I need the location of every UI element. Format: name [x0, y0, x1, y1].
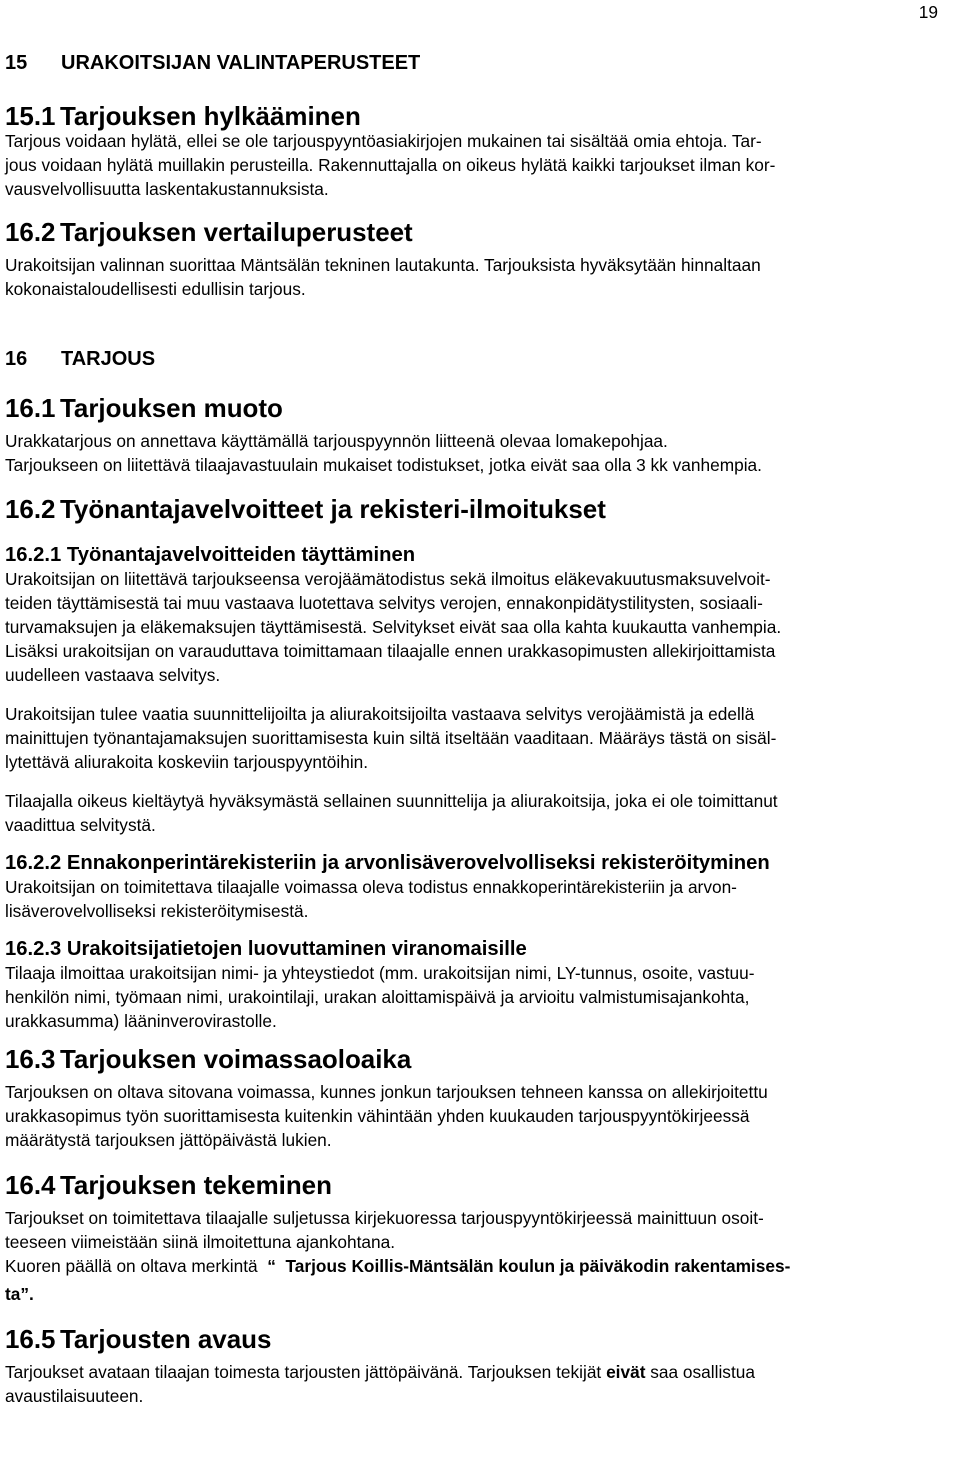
text-line: henkilön nimi, työmaan nimi, urakointilaji, urakan aloittamispäivä ja arvioitu valmistumisajankohta,: [5, 987, 750, 1007]
text-line: turvamaksujen ja eläkemaksujen täyttämisestä. Selvitykset eivät saa olla kahta kuukautta vanhempia.: [5, 617, 782, 637]
heading-title: Tarjouksen muoto: [60, 395, 283, 423]
text-line: avaustilaisuuteen.: [5, 1386, 144, 1406]
heading-number: 16.2: [5, 219, 56, 247]
heading-number: 16: [5, 348, 28, 370]
text-line: Urakoitsijan valinnan suorittaa Mäntsälän tekninen lautakunta. Tarjouksista hyväksytään hinnaltaan: [5, 255, 761, 275]
text-line: urakkasopimus työn suorittamisesta kuitenkin vähintään yhden kuukauden tarjouspyyntökirjeessä: [5, 1106, 750, 1126]
text-line: Tilaaja ilmoittaa urakoitsijan nimi- ja yhteystiedot (mm. urakoitsijan nimi, LY-tunnus, osoite, vastuu-: [5, 963, 755, 983]
heading-section-16-4: [5, 1174, 955, 1198]
paragraph-employer-obligations-1: [5, 567, 955, 687]
heading-number: 16.3: [5, 1046, 56, 1074]
text-line: uudelleen vastaava selvitys.: [5, 665, 221, 685]
marking-period: .: [29, 1284, 34, 1304]
text-line: jous voidaan hylätä muillakin perusteilla. Rakennuttajalla on oikeus hylätä kaikki tarjoukset ilman kor-: [5, 155, 776, 175]
heading-title: URAKOITSIJAN VALINTAPERUSTEET: [61, 52, 421, 74]
document-body: [5, 48, 955, 1408]
paragraph-validity: [5, 1080, 955, 1152]
heading-title: Tarjouksen tekeminen: [60, 1172, 332, 1200]
paragraph-disclosure: [5, 961, 955, 1033]
paragraph-opening: [5, 1360, 955, 1408]
envelope-marking-line-2: [5, 1282, 955, 1306]
paragraph-submission: [5, 1206, 955, 1306]
heading-number: 16.1: [5, 395, 56, 423]
text-line: Tarjous voidaan hylätä, ellei se ole tarjouspyyntöasiakirjojen mukainen tai sisältää omia ehtoja. Tar-: [5, 131, 762, 151]
text-line: Tarjoukseen on liitettävä tilaajavastuulain mukaiset todistukset, jotka eivät saa olla 3 kk vanhempia.: [5, 455, 762, 475]
heading-section-16-2-2: 16.2.2 Ennakonperintärekisteriin ja arvonlisäverovelvolliseksi rekisteröityminen: [5, 852, 770, 874]
quote-open: “: [267, 1256, 276, 1276]
text-line: Urakoitsijan tulee vaatia suunnittelijoilta ja aliurakoitsijoilta vastaava selvitys verojäämistä ja edellä: [5, 704, 755, 724]
heading-number: 16.5: [5, 1326, 56, 1354]
heading-title: Tarjousten avaus: [60, 1326, 272, 1354]
heading-section-15-1: [5, 105, 955, 129]
heading-section-16-2-comparison: [5, 221, 955, 245]
heading-title: Tarjouksen vertailuperusteet: [60, 219, 413, 247]
text-line: mainittujen työnantajamaksujen suorittamisesta kuin siltä itseltään vaaditaan. Määräys tästä on sisäl-: [5, 728, 777, 748]
text-line: teiden täyttämisestä tai muu vastaava luotettava selvitys verojen, ennakonpidätystilitysten, sosiaali-: [5, 593, 763, 613]
heading-section-15: [5, 48, 955, 78]
text-line: Tarjoukset on toimitettava tilaajalle suljetussa kirjekuoressa tarjouspyyntökirjeessä mainittuun osoit-: [5, 1208, 764, 1228]
heading-number: 16.2: [5, 496, 56, 524]
opening-text-end: saa osallistua: [650, 1362, 755, 1382]
page-number: 19: [918, 2, 938, 22]
heading-title: Työnantajavelvoitteet ja rekisteri-ilmoitukset: [60, 496, 606, 524]
paragraph-employer-obligations-2: [5, 702, 955, 774]
paragraph-rejection: [5, 129, 955, 201]
heading-section-16: [5, 344, 955, 374]
text-line: kokonaistaloudellisesti edullisin tarjous.: [5, 279, 306, 299]
heading-number: 15: [5, 52, 28, 74]
envelope-marking-line: [5, 1254, 955, 1278]
paragraph-registration: [5, 875, 955, 923]
text-line: Lisäksi urakoitsijan on varauduttava toimittamaan tilaajalle ennen urakkasopimusten allekirjoittamista: [5, 641, 776, 661]
heading-section-16-5: [5, 1328, 955, 1352]
text-line: Tilaajalla oikeus kieltäytyä hyväksymästä sellainen suunnittelija ja aliurakoitsija, joka ei ole toimittanut: [5, 791, 778, 811]
heading-number: 16.4: [5, 1172, 56, 1200]
text-line: Urakoitsijan on liitettävä tarjoukseensa verojäämätodistus sekä ilmoitus eläkevakuutusmaksuvelvoit-: [5, 569, 771, 589]
text-line: teeseen viimeistään siinä ilmoitettuna ajankohtana.: [5, 1232, 396, 1252]
opening-text: Tarjoukset avataan tilaajan toimesta tarjousten jättöpäivänä. Tarjouksen tekijät: [5, 1362, 602, 1382]
marking-text-end: ta: [5, 1284, 21, 1304]
text-line: määrätystä tarjouksen jättöpäivästä lukien.: [5, 1130, 332, 1150]
text-line: Tarjouksen on oltava sitovana voimassa, kunnes jonkun tarjouksen tehneen kanssa on allekirjoitettu: [5, 1082, 768, 1102]
heading-title: Tarjouksen hylkääminen: [60, 103, 361, 131]
quote-close: ”: [20, 1284, 30, 1304]
heading-section-16-1: [5, 397, 955, 421]
heading-number: 15.1: [5, 103, 56, 131]
heading-title: TARJOUS: [61, 348, 156, 370]
heading-title: Tarjouksen voimassaoloaika: [60, 1046, 412, 1074]
paragraph-employer-obligations-3: [5, 789, 955, 837]
text-line: Urakkatarjous on annettava käyttämällä tarjouspyynnön liitteenä olevaa lomakepohjaa.: [5, 431, 668, 451]
text-line: vausvelvollisuutta laskentakustannuksista.: [5, 179, 329, 199]
opening-emphasis: eivät: [606, 1362, 646, 1382]
paragraph-comparison: [5, 253, 955, 301]
text-line: lytettävä aliurakoita koskeviin tarjouspyyntöihin.: [5, 752, 369, 772]
marking-prefix: Kuoren päällä on oltava merkintä: [5, 1256, 258, 1276]
text-line: vaadittua selvitystä.: [5, 815, 156, 835]
heading-section-16-3: [5, 1048, 955, 1072]
heading-section-16-2-3: 16.2.3 Urakoitsijatietojen luovuttaminen viranomaisille: [5, 938, 527, 960]
text-line: Urakoitsijan on toimitettava tilaajalle voimassa oleva todistus ennakkoperintärekisteriin ja arvon-: [5, 877, 737, 897]
heading-section-16-2-1: 16.2.1 Työnantajavelvoitteiden täyttäminen: [5, 544, 416, 566]
text-line: [5, 1360, 955, 1384]
heading-section-16-2: [5, 498, 955, 522]
paragraph-form: [5, 429, 955, 477]
marking-text: Tarjous Koillis-Mäntsälän koulun ja päiväkodin rakentamises-: [285, 1256, 791, 1276]
text-line: lisäverovelvolliseksi rekisteröitymisestä.: [5, 901, 309, 921]
text-line: urakkasumma) lääninverovirastolle.: [5, 1011, 277, 1031]
